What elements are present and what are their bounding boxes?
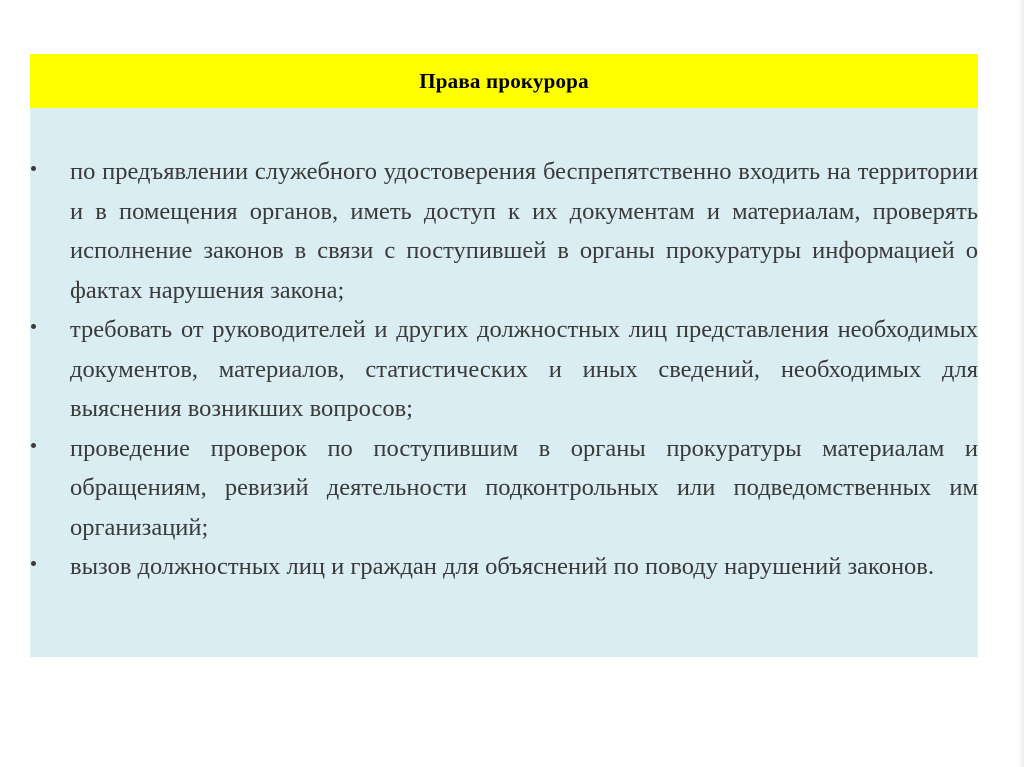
title-banner (30, 54, 978, 108)
bullet-dot-icon (31, 166, 36, 171)
list-item-text: требовать от руководителей и других должностных лиц представления необходимых документов, материалов, статистических и иных сведений, необходимых для выяснения возникших вопросов; (70, 316, 978, 422)
bullet-dot-icon (31, 561, 36, 566)
slide-edge-shadow (1018, 0, 1024, 767)
rights-list (30, 152, 978, 587)
bullet-dot-icon (31, 443, 36, 448)
list-item-text: вызов должностных лиц и граждан для объяснений по поводу нарушений законов. (70, 553, 934, 580)
list-item (30, 152, 978, 310)
list-item (30, 547, 978, 587)
bullet-dot-icon (31, 324, 36, 329)
list-item (30, 310, 978, 429)
list-item-text: проведение проверок по поступившим в органы прокуратуры материалам и обращениям, ревизий деятельности подконтрольных или подведомственных им организаций; (70, 434, 978, 541)
list-item (30, 429, 978, 548)
list-item-text: по предъявлении служебного удостоверения беспрепятственно входить на территории и в помещения органов, иметь доступ к их документам и материалам, проверять исполнение законов в связи с поступившей в органы прокуратуры информацией о фактах нарушения закона; (70, 158, 978, 304)
slide-title: Права прокурора (419, 68, 589, 93)
content-card (30, 54, 978, 657)
